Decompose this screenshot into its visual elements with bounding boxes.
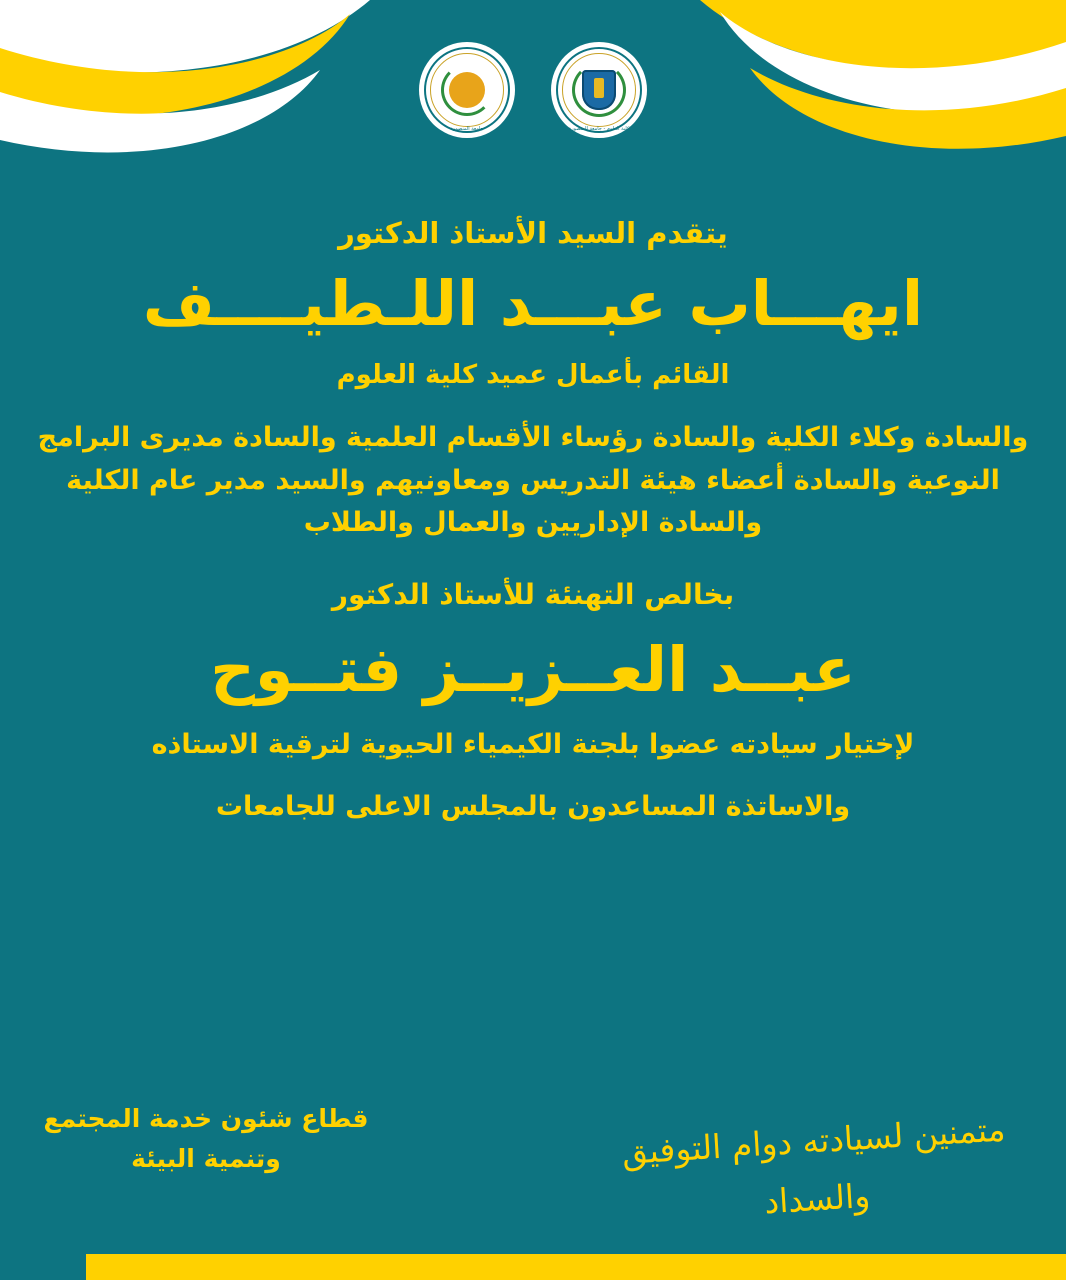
faculty-logo-caption: كلية العلوم - جامعة المنصورة <box>568 126 630 132</box>
intro-line: يتقدم السيد الأستاذ الدكتور <box>338 216 728 250</box>
bottom-bar-decoration <box>0 1236 1066 1280</box>
mansoura-university-logo-icon <box>419 42 515 138</box>
wish-text: متمنين لسيادته دوام التوفيق والسداد <box>620 1108 1007 1221</box>
faculty-of-science-logo-icon <box>551 42 647 138</box>
presenter-title: القائم بأعمال عميد كلية العلوم <box>336 360 730 391</box>
poster-content <box>0 196 1066 828</box>
congratulation-line: بخالص التهنئة للأستاذ الدكتور <box>331 578 735 611</box>
audience-text: والسادة وكلاء الكلية والسادة رؤساء الأقسام العلمية والسادة مديرى البرامج النوعية والسادة أعضاء هيئة التدريس ومعاونيهم والسيد مدير عام الكلية والسادة الإداريين والعمال والطلاب <box>37 422 1029 539</box>
presenter-name: ايهـــاب عبـــد اللـطيــــف <box>142 267 924 341</box>
logo-row <box>0 42 1066 138</box>
university-logo-caption: جامعة المنصورة <box>450 126 484 132</box>
department-name: قطاع شئون خدمة المجتمع وتنمية البيئة <box>43 1103 369 1173</box>
poster-footer <box>0 1099 1066 1221</box>
reason-line-1: لإختيار سيادته عضوا بلجنة الكيمياء الحيوية لترقية الاستاذه <box>151 728 915 760</box>
reason-line-2: والاساتذة المساعدون بالمجلس الاعلى للجامعات <box>215 790 851 822</box>
honoree-name: عبــد العــزيــز فتــوح <box>210 632 856 706</box>
